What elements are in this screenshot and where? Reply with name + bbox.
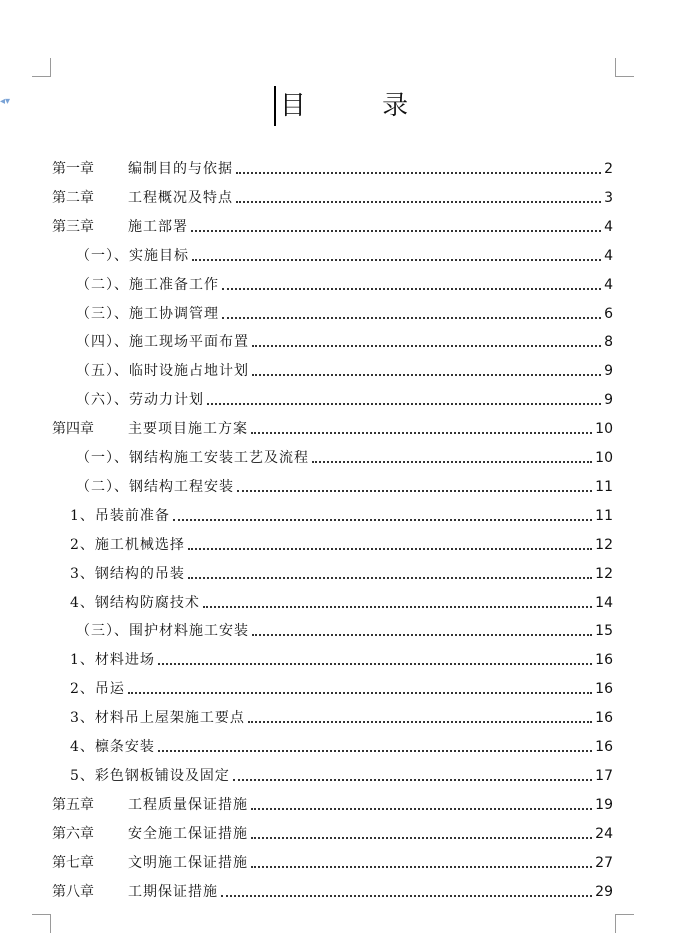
toc-entry[interactable] bbox=[76, 386, 613, 414]
toc-entry-page-number: 8 bbox=[604, 334, 613, 350]
toc-dot-leader bbox=[252, 634, 592, 636]
toc-entry-title: 工程质量保证措施 bbox=[128, 797, 248, 813]
toc-dot-leader bbox=[173, 519, 592, 521]
toc-entry[interactable] bbox=[70, 675, 613, 703]
toc-entry-chapter-number: 第八章 bbox=[52, 884, 94, 900]
toc-entry-page-number: 24 bbox=[595, 826, 613, 842]
toc-entry-page-number: 12 bbox=[595, 566, 613, 582]
toc-entry[interactable] bbox=[52, 791, 613, 819]
toc-dot-leader bbox=[128, 692, 592, 694]
toc-entry-page-number: 16 bbox=[595, 710, 613, 726]
page-corner-bottom-right bbox=[615, 914, 634, 933]
toc-entry-page-number: 9 bbox=[604, 392, 613, 408]
text-cursor bbox=[274, 86, 276, 126]
toc-entry-page-number: 29 bbox=[595, 884, 613, 900]
toc-entry-title: 3、材料吊上屋架施工要点 bbox=[70, 710, 245, 726]
toc-entry-title: 3、钢结构的吊装 bbox=[70, 566, 185, 582]
toc-entry[interactable] bbox=[52, 415, 613, 443]
toc-entry-page-number: 16 bbox=[595, 681, 613, 697]
toc-entry-title: 2、吊运 bbox=[70, 681, 125, 697]
toc-dot-leader bbox=[222, 317, 601, 319]
toc-entry[interactable] bbox=[70, 762, 613, 790]
toc-title: 目 录 bbox=[279, 91, 443, 121]
toc-entry[interactable] bbox=[76, 617, 613, 645]
toc-dot-leader bbox=[233, 779, 592, 781]
toc-entry-chapter-number: 第一章 bbox=[52, 161, 94, 177]
toc-dot-leader bbox=[251, 808, 592, 810]
toc-entry[interactable] bbox=[52, 213, 613, 241]
toc-entry-title: （二）、施工准备工作 bbox=[76, 277, 219, 293]
toc-entry-page-number: 11 bbox=[595, 508, 613, 524]
toc-entry[interactable] bbox=[76, 271, 613, 299]
toc-entry-title: 5、彩色钢板铺设及固定 bbox=[70, 768, 230, 784]
toc-entry-title: （三）、施工协调管理 bbox=[76, 306, 219, 322]
toc-dot-leader bbox=[192, 259, 601, 261]
toc-dot-leader bbox=[191, 230, 601, 232]
toc-entry-title: 主要项目施工方案 bbox=[128, 421, 248, 437]
toc-entry-title: （四）、施工现场平面布置 bbox=[76, 334, 249, 350]
margin-marker-icon: ◂▾ bbox=[0, 96, 11, 107]
toc-entry-title: 4、檩条安装 bbox=[70, 739, 155, 755]
toc-entry-chapter-number: 第四章 bbox=[52, 421, 94, 437]
toc-dot-leader bbox=[236, 172, 601, 174]
toc-entry-title: 文明施工保证措施 bbox=[128, 855, 248, 871]
toc-entry-page-number: 4 bbox=[604, 248, 613, 264]
toc-entry-title: 安全施工保证措施 bbox=[128, 826, 248, 842]
toc-entry-chapter-number: 第二章 bbox=[52, 190, 94, 206]
toc-entry-chapter-number: 第三章 bbox=[52, 219, 94, 235]
toc-dot-leader bbox=[188, 577, 592, 579]
toc-entry[interactable] bbox=[76, 357, 613, 385]
toc-entry-page-number: 19 bbox=[595, 797, 613, 813]
toc-entry-title: （一）、实施目标 bbox=[76, 248, 189, 264]
toc-title-wrap bbox=[0, 86, 682, 126]
toc-entry[interactable] bbox=[76, 242, 613, 270]
toc-dot-leader bbox=[252, 345, 601, 347]
page-corner-top-right bbox=[615, 58, 634, 77]
toc-entry-title: 工期保证措施 bbox=[128, 884, 218, 900]
toc-dot-leader bbox=[236, 201, 601, 203]
toc-dot-leader bbox=[158, 750, 592, 752]
toc-dot-leader bbox=[221, 895, 592, 897]
toc-entry[interactable] bbox=[76, 328, 613, 356]
toc-dot-leader bbox=[251, 837, 592, 839]
toc-entry-title: （五）、临时设施占地计划 bbox=[76, 363, 249, 379]
toc-entry-page-number: 27 bbox=[595, 855, 613, 871]
toc-entry-page-number: 3 bbox=[604, 190, 613, 206]
toc-dot-leader bbox=[251, 432, 592, 434]
toc-entry-title: （三）、围护材料施工安装 bbox=[76, 623, 249, 639]
toc-entry[interactable] bbox=[52, 820, 613, 848]
toc-entry[interactable] bbox=[70, 502, 613, 530]
toc-dot-leader bbox=[207, 403, 601, 405]
toc-entry-chapter-number: 第六章 bbox=[52, 826, 94, 842]
toc-entry[interactable] bbox=[52, 184, 613, 212]
toc-entry[interactable] bbox=[52, 849, 613, 877]
toc-entry-chapter-number: 第五章 bbox=[52, 797, 94, 813]
toc-entry-page-number: 2 bbox=[604, 161, 613, 177]
toc-entry-page-number: 17 bbox=[595, 768, 613, 784]
toc-entry-page-number: 10 bbox=[595, 421, 613, 437]
toc-entry-page-number: 4 bbox=[604, 219, 613, 235]
toc-entry-title: 2、施工机械选择 bbox=[70, 537, 185, 553]
page-corner-top-left bbox=[32, 58, 51, 77]
toc-entry[interactable] bbox=[76, 444, 613, 472]
toc-entry-title: 1、吊装前准备 bbox=[70, 508, 170, 524]
toc-dot-leader bbox=[158, 663, 592, 665]
toc-entry[interactable] bbox=[70, 560, 613, 588]
toc-entry-page-number: 16 bbox=[595, 652, 613, 668]
toc-dot-leader bbox=[203, 606, 592, 608]
toc-entry[interactable] bbox=[70, 531, 613, 559]
toc-entry-page-number: 12 bbox=[595, 537, 613, 553]
toc-dot-leader bbox=[252, 374, 601, 376]
toc-entry[interactable] bbox=[52, 878, 613, 906]
toc-dot-leader bbox=[312, 461, 592, 463]
toc-entry-page-number: 14 bbox=[595, 595, 613, 611]
toc-entry-page-number: 11 bbox=[595, 479, 613, 495]
toc-entry-title: （六）、劳动力计划 bbox=[76, 392, 204, 408]
toc-entry[interactable] bbox=[70, 704, 613, 732]
toc-entry-chapter-number: 第七章 bbox=[52, 855, 94, 871]
toc-entry-title: 施工部署 bbox=[128, 219, 188, 235]
toc-dot-leader bbox=[222, 288, 601, 290]
toc-entry-title: 工程概况及特点 bbox=[128, 190, 233, 206]
toc-dot-leader bbox=[237, 490, 592, 492]
toc-entry-page-number: 15 bbox=[595, 623, 613, 639]
toc-dot-leader bbox=[251, 866, 592, 868]
toc-entry-title: （一）、钢结构施工安装工艺及流程 bbox=[76, 450, 309, 466]
toc-entry[interactable] bbox=[76, 473, 613, 501]
toc-dot-leader bbox=[248, 721, 592, 723]
toc-entry[interactable] bbox=[76, 300, 613, 328]
toc-entry-page-number: 6 bbox=[604, 306, 613, 322]
toc-entry[interactable] bbox=[70, 646, 613, 674]
toc-entry-title: （二）、钢结构工程安装 bbox=[76, 479, 234, 495]
toc-entry-title: 编制目的与依据 bbox=[128, 161, 233, 177]
toc-entry[interactable] bbox=[70, 733, 613, 761]
toc-entry-page-number: 9 bbox=[604, 363, 613, 379]
toc-entry-page-number: 16 bbox=[595, 739, 613, 755]
toc-entry-title: 4、钢结构防腐技术 bbox=[70, 595, 200, 611]
toc-dot-leader bbox=[188, 548, 592, 550]
toc-entry[interactable] bbox=[52, 155, 613, 183]
toc-entry[interactable] bbox=[70, 589, 613, 617]
toc-entry-page-number: 4 bbox=[604, 277, 613, 293]
page-corner-bottom-left bbox=[32, 914, 51, 933]
toc-entry-page-number: 10 bbox=[595, 450, 613, 466]
toc-entry-title: 1、材料进场 bbox=[70, 652, 155, 668]
